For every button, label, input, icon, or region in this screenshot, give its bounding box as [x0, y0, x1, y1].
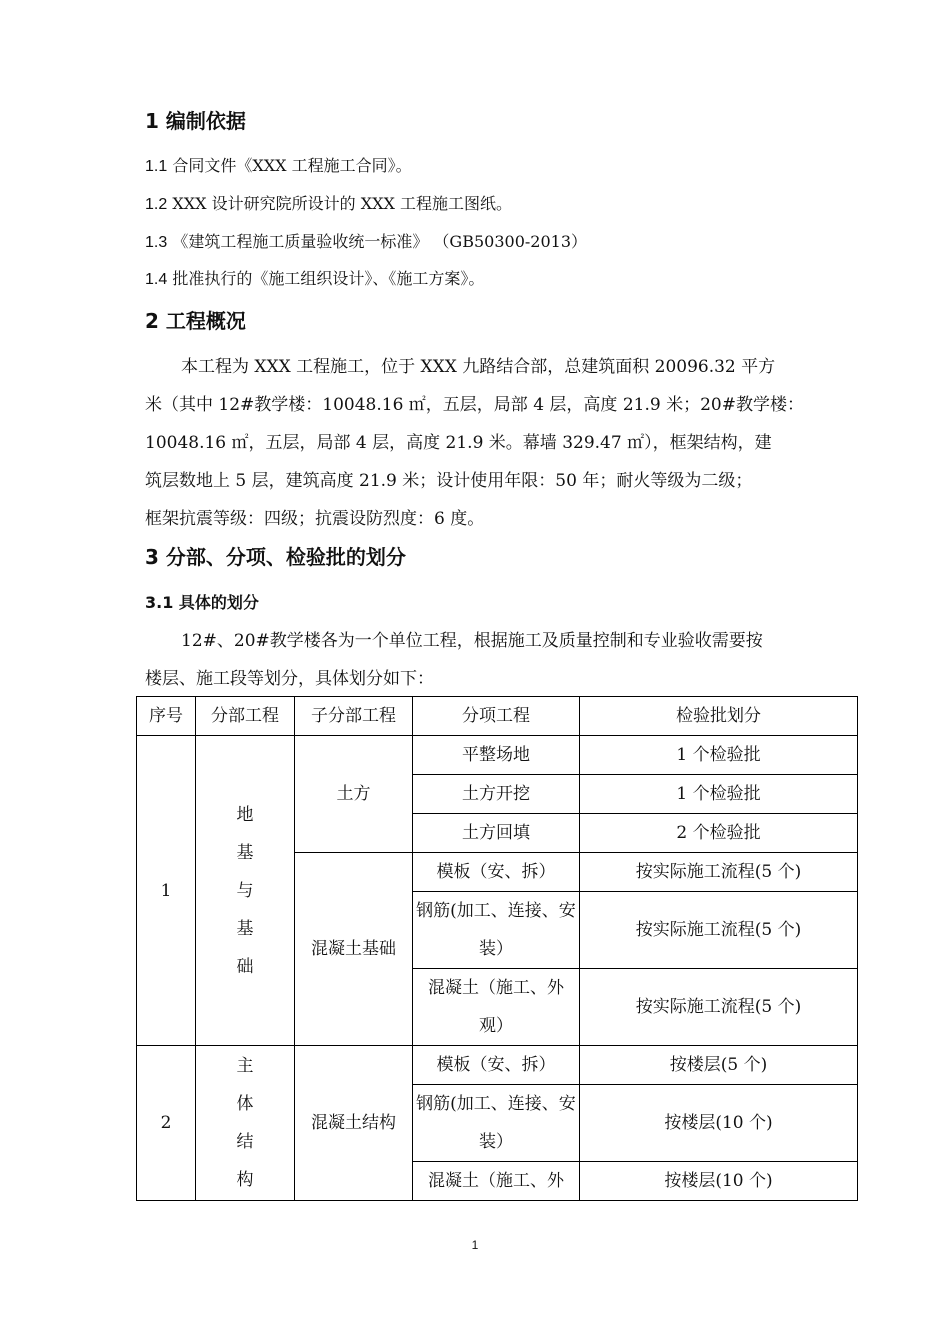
- division-table: [136, 696, 858, 1201]
- basis-item-2-text: XXX 设计研究院所设计的 XXX 工程施工图纸。: [172, 194, 512, 213]
- table-row: [137, 736, 858, 775]
- overview-line: 10048.16 ㎡，五层，局部 4 层，高度 21.9 米。幕墙 329.47 ㎡），框架结构，建: [145, 433, 772, 453]
- batch-cell: 按实际施工流程(5 个): [580, 969, 858, 1046]
- division-name: 主体结构: [236, 1056, 254, 1190]
- division-cell: [196, 736, 295, 1046]
- division-cell: [196, 1046, 295, 1201]
- batch-cell: 1 个检验批: [580, 736, 858, 775]
- batch-cell: 按楼层(5 个): [580, 1046, 858, 1085]
- table-row: [137, 1046, 858, 1085]
- header-division: 分部工程: [196, 697, 295, 736]
- item-cell: 土方开挖: [413, 775, 580, 814]
- subsection-3-1-heading: 3.1 具体的划分: [145, 593, 259, 612]
- basis-item-1-number: 1.1: [145, 158, 168, 175]
- basis-item-3-number: 1.3: [145, 234, 168, 251]
- overview-line: 框架抗震等级：四级；抗震设防烈度：6 度。: [145, 509, 485, 529]
- header-item: 分项工程: [413, 697, 580, 736]
- item-cell: 混凝土（施工、外观）: [413, 969, 580, 1046]
- project-overview-paragraph: [145, 348, 810, 538]
- seq-cell: 1: [137, 736, 196, 1046]
- batch-cell: 按实际施工流程(5 个): [580, 892, 858, 969]
- section-2-heading: 2 工程概况: [145, 309, 246, 333]
- subdivision-cell: 混凝土基础: [295, 853, 413, 1046]
- basis-item-2-number: 1.2: [145, 196, 168, 213]
- seq-cell: 2: [137, 1046, 196, 1201]
- header-subdivision: 子分部工程: [295, 697, 413, 736]
- overview-line: 本工程为 XXX 工程施工，位于 XXX 九路结合部，总建筑面积 20096.32 平方: [181, 357, 776, 377]
- batch-cell: 2 个检验批: [580, 814, 858, 853]
- item-cell: 平整场地: [413, 736, 580, 775]
- basis-item-4-text: 批准执行的《施工组织设计》、《施工方案》。: [172, 269, 485, 288]
- basis-item-4-number: 1.4: [145, 271, 168, 288]
- overview-line: 筑层数地上 5 层，建筑高度 21.9 米；设计使用年限：50 年；耐火等级为二级；: [145, 471, 753, 491]
- item-cell: 模板（安、拆）: [413, 853, 580, 892]
- basis-item-3: [145, 231, 587, 254]
- intro-line: 12#、20#教学楼各为一个单位工程，根据施工及质量控制和专业验收需要按: [181, 631, 763, 651]
- subdivision-cell: 混凝土结构: [295, 1046, 413, 1201]
- page-number: 1: [471, 1238, 479, 1252]
- batch-cell: 1 个检验批: [580, 775, 858, 814]
- table-header-row: [137, 697, 858, 736]
- division-intro-paragraph: [145, 622, 810, 698]
- item-cell: 钢筋(加工、连接、安装）: [413, 1085, 580, 1162]
- basis-item-4: [145, 268, 484, 291]
- basis-item-3-text: 《建筑工程施工质量验收统一标准》 （GB50300-2013）: [172, 232, 587, 251]
- basis-item-1: [145, 155, 412, 178]
- item-cell: 钢筋(加工、连接、安装）: [413, 892, 580, 969]
- item-cell: 土方回填: [413, 814, 580, 853]
- header-seq: 序号: [137, 697, 196, 736]
- intro-line: 楼层、施工段等划分，具体划分如下：: [145, 669, 434, 689]
- basis-item-2: [145, 193, 512, 216]
- basis-item-1-text: 合同文件《XXX 工程施工合同》。: [172, 156, 412, 175]
- batch-cell: 按实际施工流程(5 个): [580, 853, 858, 892]
- batch-cell: 按楼层(10 个): [580, 1085, 858, 1162]
- header-batch: 检验批划分: [580, 697, 858, 736]
- item-cell: 模板（安、拆）: [413, 1046, 580, 1085]
- item-cell: 混凝土（施工、外: [413, 1162, 580, 1201]
- section-3-heading: 3 分部、分项、检验批的划分: [145, 545, 406, 569]
- subdivision-cell: 土方: [295, 736, 413, 853]
- division-name: 地基与基础: [236, 804, 254, 977]
- overview-line: 米（其中 12#教学楼：10048.16 ㎡，五层，局部 4 层，高度 21.9 米；20#教学楼：: [145, 395, 804, 415]
- batch-cell: 按楼层(10 个): [580, 1162, 858, 1201]
- section-1-heading: 1 编制依据: [145, 109, 246, 133]
